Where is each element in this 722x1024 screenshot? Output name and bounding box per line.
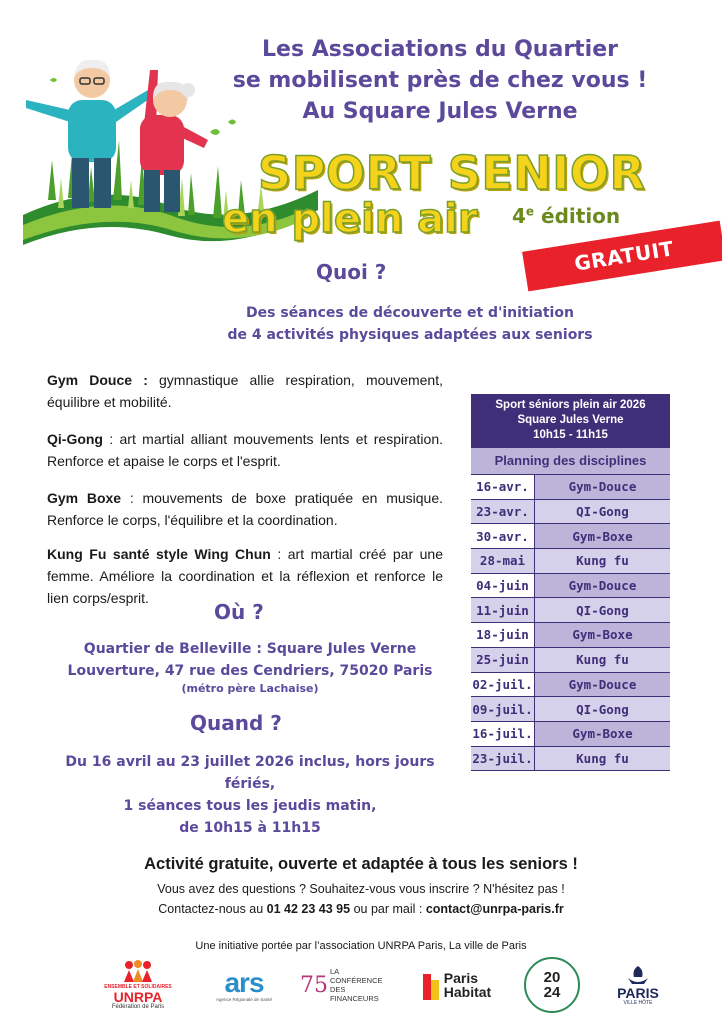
partner-logos [88,955,668,1015]
schedule-date: 25-juin [471,648,535,672]
quoi-heading: Quoi ? [316,260,387,284]
hero-title-line3: Au Square Jules Verne [302,99,578,124]
schedule-time: 10h15 - 11h15 [533,429,608,441]
quand-line1: Du 16 avril au 23 juillet 2026 inclus, hors jours [65,754,435,770]
contact-mid: ou par mail : [350,902,426,916]
activity-text: gymnastique allie respiration, mouvement, équilibre et mobilité. [47,372,443,410]
schedule-date: 04-juin [471,574,535,598]
schedule-discipline: QI-Gong [576,701,629,717]
quand-line3: 1 séances tous les jeudis matin, [123,798,377,814]
schedule-discipline: Gym-Douce [535,673,670,697]
ou-line1: Quartier de Belleville : Square Jules Verne [83,641,417,657]
activity-name: Gym Boxe [47,490,122,506]
footer-questions: Vous avez des questions ? Souhaitez-vous vous inscrire ? N'hésitez pas ! [157,882,565,896]
schedule-discipline: Gym-Boxe [535,623,670,647]
schedule-row [471,696,670,721]
schedule-title: Sport séniors plein air 2026 [495,399,646,411]
free-badge: GRATUIT [522,221,722,292]
schedule-date: 16-juil. [471,722,535,746]
schedule-discipline: Kung fu [576,553,629,569]
cdf-line2: DES FINANCEURS [330,985,379,1003]
activity-gym-douce [47,369,443,413]
schedule-row [471,647,670,672]
schedule-date: 09-juil. [471,697,535,721]
unrpa-figures-icon [121,960,155,984]
contact-phone[interactable]: 01 42 23 43 95 [266,902,351,916]
schedule-row [471,548,670,573]
activity-name: Kung Fu santé style Wing Chun [47,546,271,562]
edition-number: 4 [512,204,526,228]
schedule-discipline: Gym-Boxe [535,722,670,746]
schedule-table [471,394,670,771]
unrpa-logo [88,960,188,1010]
contact-prefix: Contactez-nous au [158,902,267,916]
schedule-row [471,597,670,622]
schedule-subtitle: Planning des disciplines [471,447,670,474]
paris-habitat-building-icon [421,970,441,1000]
schedule-date: 16-avr. [471,475,535,499]
paris-habitat-logo [416,970,496,1000]
quand-line4: de 10h15 à 11h15 [179,820,321,836]
schedule-date: 23-juil. [471,747,535,771]
schedule-row [471,499,670,524]
schedule-discipline: Gym-Douce [535,475,670,499]
schedule-row [471,622,670,647]
schedule-discipline: Kung fu [576,652,629,668]
schedule-discipline: Gym-Douce [535,574,670,598]
hero-title-line2: se mobilisent près de chez vous ! [232,68,648,93]
schedule-row [471,573,670,598]
schedule-rows [471,474,670,771]
unrpa-name: UNRPA [113,989,163,1005]
schedule-discipline: QI-Gong [576,504,629,520]
activity-text: : art martial créé par une femme. Améliore la coordination et la réflexion et renforce le lien corps/esprit. [47,546,443,606]
edition-word: édition [534,204,621,228]
quand-heading: Quand ? [190,711,282,735]
activity-gym-boxe [47,487,443,531]
quoi-desc-line1: Des séances de découverte et d'initiation [246,305,574,321]
unrpa-sub: Fédération de Paris [111,1004,165,1010]
hero-title-line1: Les Associations du Quartier [262,37,618,62]
footer-contact [0,902,722,916]
footer-tagline: Activité gratuite, ouverte et adaptée à tous les seniors ! [144,855,578,873]
schedule-location: Square Jules Verne [517,414,624,426]
schedule-date: 11-juin [471,598,535,622]
edition-label [512,204,620,228]
unrpa-top-text: ENSEMBLE ET SOLIDAIRES [104,984,172,990]
schedule-row [471,746,670,772]
schedule-header [471,394,670,447]
schedule-discipline: Kung fu [576,750,629,766]
quand-details [40,751,460,839]
footer-initiative: Une initiative portée par l’association UNRPA Paris, La ville de Paris [195,940,527,952]
schedule-date: 23-avr. [471,500,535,524]
paris-ship-icon [624,964,652,986]
ou-address [40,638,460,696]
schedule-row [471,523,670,548]
activity-qi-gong [47,428,443,472]
ars-text: ars [224,966,264,998]
ou-metro: (métro père Lachaise) [181,682,319,695]
schedule-row [471,474,670,499]
jo-top: 20 [543,969,561,986]
activity-text: : mouvements de boxe pratiquée en musique. Renforce le corps, l'équilibre et la coordination. [47,490,444,528]
activity-text: : art martial alliant mouvements lents et respiration. Renforce et apaise le corps et l'esprit. [47,431,443,469]
ou-line2: Louverture, 47 rue des Cendriers, 75020 Paris [67,663,433,679]
ph-line1: Paris [443,970,479,986]
quand-line2: fériés, [224,776,276,792]
schedule-date: 02-juil. [471,673,535,697]
paris-2024-logo [522,957,582,1013]
paris-city-logo [608,964,668,1006]
jo-bottom: 24 [543,984,561,1001]
ars-logo [214,966,274,1002]
contact-email[interactable]: contact@unrpa-paris.fr [425,902,564,916]
hero-title [180,34,700,127]
paris-text: PARIS [617,985,659,1001]
schedule-row [471,672,670,697]
en-plein-air-title: en plein air [222,196,478,242]
schedule-discipline: Gym-Boxe [535,524,670,548]
schedule-row [471,721,670,746]
activity-name: Gym Douce : [47,372,148,388]
ars-sub: Agence Régionale de Santé [215,996,273,1002]
schedule-date: 30-avr. [471,524,535,548]
sport-senior-title: SPORT SENIOR [258,146,646,200]
quoi-description [150,302,670,346]
conference-financeurs-logo [300,967,390,1003]
ou-heading: Où ? [214,600,264,624]
schedule-date: 28-mai [471,549,535,573]
paris-sub: VILLE HÔTE [623,1000,653,1006]
edition-sup: e [525,204,535,219]
quoi-desc-line2: de 4 activités physiques adaptées aux seniors [227,327,593,343]
cdf-line1: LA CONFÉRENCE [330,967,383,985]
schedule-date: 18-juin [471,623,535,647]
ph-line2: Habitat [443,984,492,1000]
cdf-mark-icon: 75 [300,972,328,998]
schedule-discipline: QI-Gong [576,602,629,618]
activity-name: Qi-Gong [47,431,103,447]
